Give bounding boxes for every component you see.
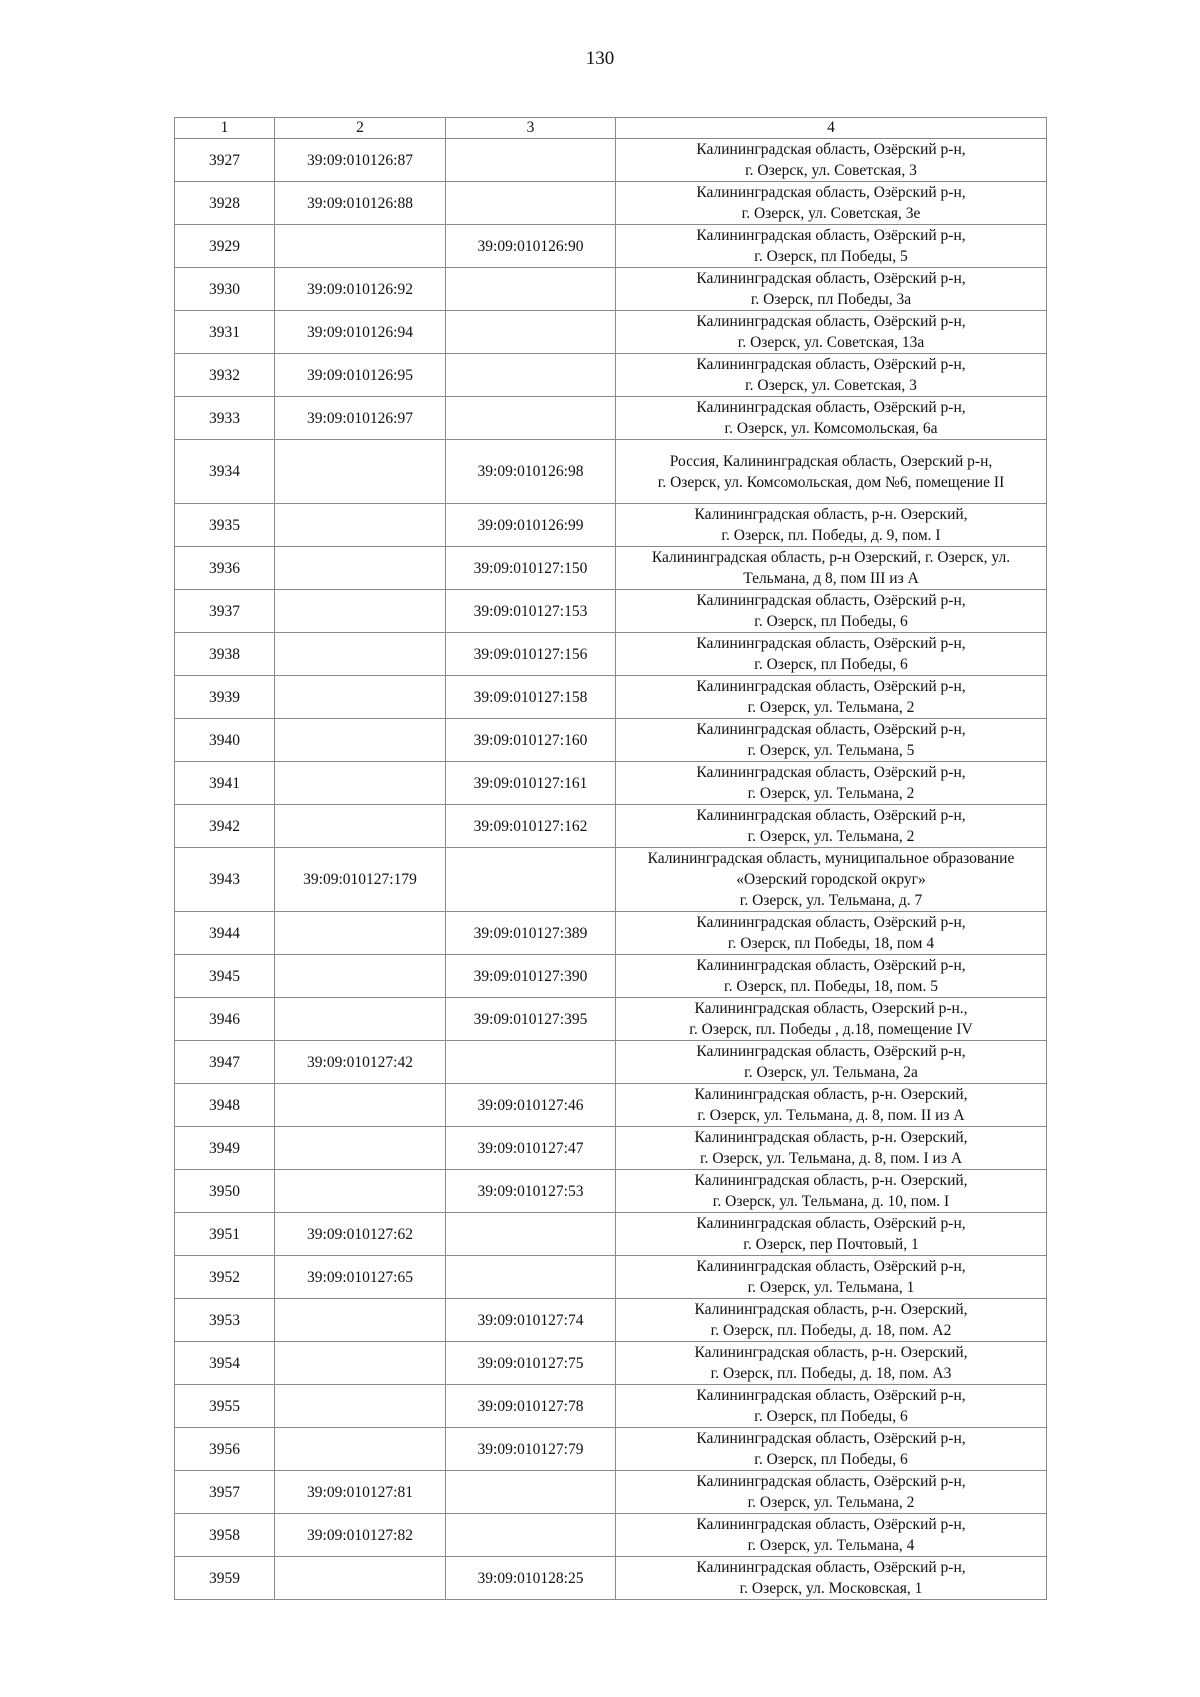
address-line: Тельмана, д 8, пом III из А [743, 570, 919, 587]
row-number: 3955 [175, 1385, 275, 1428]
address-cell [616, 1170, 1047, 1213]
cadastral-number-col2 [275, 998, 446, 1041]
cadastral-number-col3: 39:09:010127:158 [446, 676, 616, 719]
cadastral-number-col3: 39:09:010127:46 [446, 1084, 616, 1127]
table-row [175, 805, 1047, 848]
cadastral-number-col3: 39:09:010127:74 [446, 1299, 616, 1342]
address-cell [616, 268, 1047, 311]
cadastral-number-col3 [446, 139, 616, 182]
table-row [175, 719, 1047, 762]
address-line: г. Озерск, ул. Комсомольская, 6а [724, 420, 938, 437]
address-line: Калининградская область, Озёрский р-н, [696, 141, 966, 158]
table-body [175, 139, 1047, 1600]
address-line: Калининградская область, р-н. Озерский, [694, 1344, 968, 1361]
cadastral-number-col2: 39:09:010127:42 [275, 1041, 446, 1084]
row-number: 3947 [175, 1041, 275, 1084]
cadastral-number-col2 [275, 1428, 446, 1471]
address-cell [616, 805, 1047, 848]
address-cell [616, 354, 1047, 397]
address-line: г. Озерск, ул. Советская, 13а [737, 334, 925, 351]
cadastral-number-col2 [275, 1385, 446, 1428]
address-line: Калининградская область, Озёрский р-н, [696, 914, 966, 931]
cadastral-number-col3: 39:09:010128:25 [446, 1557, 616, 1600]
cadastral-number-col3: 39:09:010127:161 [446, 762, 616, 805]
cadastral-number-col3 [446, 268, 616, 311]
address-line: г. Озерск, ул. Тельмана, 2 [747, 785, 915, 802]
row-number: 3940 [175, 719, 275, 762]
cadastral-number-col3: 39:09:010126:99 [446, 504, 616, 547]
table-row [175, 1514, 1047, 1557]
table-row [175, 1557, 1047, 1600]
cadastral-number-col2 [275, 1127, 446, 1170]
row-number: 3943 [175, 848, 275, 912]
row-number: 3946 [175, 998, 275, 1041]
row-number: 3927 [175, 139, 275, 182]
cadastral-number-col2 [275, 1170, 446, 1213]
address-line: Калининградская область, Озёрский р-н, [696, 764, 966, 781]
address-line: Калининградская область, Озёрский р-н, [696, 592, 966, 609]
table-row [175, 998, 1047, 1041]
table-row [175, 139, 1047, 182]
table-row [175, 1127, 1047, 1170]
cadastral-number-col3: 39:09:010127:156 [446, 633, 616, 676]
address-cell [616, 397, 1047, 440]
cadastral-number-col2 [275, 719, 446, 762]
table-row [175, 1342, 1047, 1385]
table-row [175, 1170, 1047, 1213]
address-line: г. Озерск, ул. Советская, 3е [741, 205, 921, 222]
address-cell [616, 1385, 1047, 1428]
address-line: «Озерский городской округ» [736, 871, 926, 888]
address-line: г. Озерск, пл Победы, 3а [750, 291, 912, 308]
address-line: Калининградская область, Озёрский р-н, [696, 356, 966, 373]
table-row [175, 912, 1047, 955]
row-number: 3949 [175, 1127, 275, 1170]
address-line: Калининградская область, Озерский р-н., [694, 1000, 968, 1017]
address-line: г. Озерск, ул. Московская, 1 [739, 1580, 923, 1597]
row-number: 3951 [175, 1213, 275, 1256]
address-line: Калининградская область, Озёрский р-н, [696, 807, 966, 824]
cadastral-number-col3 [446, 1471, 616, 1514]
address-line: Калининградская область, Озёрский р-н, [696, 184, 966, 201]
address-line: г. Озерск, ул. Тельмана, 1 [747, 1279, 915, 1296]
row-number: 3953 [175, 1299, 275, 1342]
address-cell [616, 676, 1047, 719]
row-number: 3939 [175, 676, 275, 719]
cadastral-number-col2: 39:09:010126:95 [275, 354, 446, 397]
cadastral-number-col3: 39:09:010127:160 [446, 719, 616, 762]
address-cell [616, 1514, 1047, 1557]
cadastral-number-col2 [275, 676, 446, 719]
cadastral-number-col2: 39:09:010126:97 [275, 397, 446, 440]
row-number: 3942 [175, 805, 275, 848]
row-number: 3933 [175, 397, 275, 440]
address-line: Россия, Калининградская область, Озерский р-н, [669, 452, 993, 470]
address-line: Калининградская область, Озёрский р-н, [696, 313, 966, 330]
address-line: г. Озерск, ул. Тельмана, д. 7 [739, 892, 923, 909]
cadastral-number-col3: 39:09:010127:395 [446, 998, 616, 1041]
address-line: Калининградская область, р-н. Озерский, [694, 1129, 968, 1146]
address-cell [616, 762, 1047, 805]
address-cell [616, 225, 1047, 268]
address-line: г. Озерск, ул. Тельмана, д. 8, пом. II из А [697, 1107, 965, 1124]
cadastral-number-col2 [275, 504, 446, 547]
table-row [175, 1471, 1047, 1514]
table-row [175, 354, 1047, 397]
row-number: 3936 [175, 547, 275, 590]
cadastral-number-col2: 39:09:010126:94 [275, 311, 446, 354]
address-line: г. Озерск, ул. Тельмана, 2 [747, 699, 915, 716]
cadastral-number-col2 [275, 762, 446, 805]
address-line: Калининградская область, Озёрский р-н, [696, 1516, 966, 1533]
address-cell [616, 182, 1047, 225]
row-number: 3956 [175, 1428, 275, 1471]
table-row [175, 182, 1047, 225]
row-number: 3935 [175, 504, 275, 547]
address-cell [616, 139, 1047, 182]
address-line: Калининградская область, Озёрский р-н, [696, 1215, 966, 1232]
cadastral-number-col3: 39:09:010127:162 [446, 805, 616, 848]
address-line: Калининградская область, Озёрский р-н, [696, 1043, 966, 1060]
cadastral-number-col2 [275, 440, 446, 504]
row-number: 3938 [175, 633, 275, 676]
table-row [175, 1041, 1047, 1084]
table-row [175, 955, 1047, 998]
table-row [175, 440, 1047, 504]
address-cell [616, 719, 1047, 762]
address-cell [616, 547, 1047, 590]
cadastral-number-col3: 39:09:010127:79 [446, 1428, 616, 1471]
cadastral-number-col3: 39:09:010127:150 [446, 547, 616, 590]
address-line: Калининградская область, Озёрский р-н, [696, 1430, 966, 1447]
row-number: 3954 [175, 1342, 275, 1385]
address-line: Калининградская область, Озёрский р-н, [696, 721, 966, 738]
address-cell [616, 504, 1047, 547]
address-line: Калининградская область, Озёрский р-н, [696, 678, 966, 695]
cadastral-number-col3 [446, 1041, 616, 1084]
registry-table [174, 117, 1047, 1600]
address-line: г. Озерск, ул. Тельмана, 5 [747, 742, 915, 759]
address-line: г. Озерск, пл. Победы , д.18, помещение IV [689, 1021, 973, 1038]
page-number: 130 [585, 48, 615, 69]
column-header: 1 [175, 118, 275, 139]
cadastral-number-col2 [275, 1557, 446, 1600]
address-cell [616, 1127, 1047, 1170]
cadastral-number-col2: 39:09:010127:62 [275, 1213, 446, 1256]
address-line: Калининградская область, р-н. Озерский, [694, 1086, 968, 1103]
cadastral-number-col2 [275, 590, 446, 633]
address-line: г. Озерск, пл. Победы, д. 18, пом. А2 [710, 1322, 952, 1339]
table-row [175, 311, 1047, 354]
address-cell [616, 440, 1047, 504]
cadastral-number-col3: 39:09:010127:75 [446, 1342, 616, 1385]
row-number: 3958 [175, 1514, 275, 1557]
row-number: 3934 [175, 440, 275, 504]
table-row [175, 633, 1047, 676]
cadastral-number-col2 [275, 633, 446, 676]
address-line: г. Озерск, ул. Комсомольская, дом №6, помещение II [657, 473, 1005, 491]
table-row [175, 504, 1047, 547]
cadastral-number-col2 [275, 1084, 446, 1127]
cadastral-number-col2: 39:09:010127:179 [275, 848, 446, 912]
address-line: г. Озерск, пл Победы, 5 [754, 248, 908, 265]
address-line: Калининградская область, р-н Озерский, г. Озерск, ул. [651, 549, 1011, 566]
address-line: Калининградская область, р-н. Озерский, [694, 1172, 968, 1189]
address-line: Калининградская область, Озёрский р-н, [696, 399, 966, 416]
address-cell [616, 1428, 1047, 1471]
row-number: 3952 [175, 1256, 275, 1299]
address-line: Калининградская область, Озёрский р-н, [696, 635, 966, 652]
table-row [175, 590, 1047, 633]
row-number: 3944 [175, 912, 275, 955]
cadastral-number-col2: 39:09:010126:87 [275, 139, 446, 182]
row-number: 3948 [175, 1084, 275, 1127]
cadastral-number-col3 [446, 1256, 616, 1299]
address-line: Калининградская область, Озёрский р-н, [696, 1258, 966, 1275]
row-number: 3929 [175, 225, 275, 268]
cadastral-number-col3 [446, 848, 616, 912]
cadastral-number-col3: 39:09:010127:47 [446, 1127, 616, 1170]
cadastral-number-col3 [446, 1213, 616, 1256]
cadastral-number-col2: 39:09:010126:92 [275, 268, 446, 311]
address-cell [616, 1041, 1047, 1084]
cadastral-number-col2 [275, 1299, 446, 1342]
table-header-row [175, 118, 1047, 139]
address-cell [616, 1342, 1047, 1385]
cadastral-number-col3: 39:09:010127:153 [446, 590, 616, 633]
address-line: г. Озерск, ул. Тельмана, д. 8, пом. I из А [699, 1150, 963, 1167]
address-cell [616, 311, 1047, 354]
cadastral-number-col2 [275, 547, 446, 590]
table-row [175, 1428, 1047, 1471]
cadastral-number-col2 [275, 805, 446, 848]
address-line: Калининградская область, муниципальное образование [647, 850, 1015, 867]
row-number: 3950 [175, 1170, 275, 1213]
address-line: г. Озерск, ул. Советская, 3 [745, 162, 917, 179]
address-cell [616, 998, 1047, 1041]
address-line: г. Озерск, ул. Советская, 3 [745, 377, 917, 394]
table-row [175, 762, 1047, 805]
column-header: 2 [275, 118, 446, 139]
cadastral-number-col2: 39:09:010127:81 [275, 1471, 446, 1514]
cadastral-number-col3 [446, 354, 616, 397]
address-line: г. Озерск, пл Победы, 6 [754, 1408, 908, 1425]
cadastral-number-col3 [446, 397, 616, 440]
table-row [175, 676, 1047, 719]
cadastral-number-col2 [275, 225, 446, 268]
cadastral-number-col2 [275, 1342, 446, 1385]
table-row [175, 1213, 1047, 1256]
address-line: Калининградская область, Озёрский р-н, [696, 1473, 966, 1490]
cadastral-number-col2: 39:09:010127:82 [275, 1514, 446, 1557]
column-header: 4 [616, 118, 1047, 139]
address-line: Калининградская область, р-н. Озерский, [694, 1301, 968, 1318]
cadastral-number-col3: 39:09:010127:390 [446, 955, 616, 998]
cadastral-number-col2: 39:09:010127:65 [275, 1256, 446, 1299]
address-cell [616, 633, 1047, 676]
table-row [175, 268, 1047, 311]
table-row [175, 848, 1047, 912]
row-number: 3930 [175, 268, 275, 311]
address-line: г. Озерск, пл Победы, 6 [754, 656, 908, 673]
address-line: г. Озерск, пл Победы, 6 [754, 1451, 908, 1468]
address-line: Калининградская область, р-н. Озерский, [694, 506, 968, 523]
address-cell [616, 848, 1047, 912]
table-row [175, 225, 1047, 268]
row-number: 3931 [175, 311, 275, 354]
address-cell [616, 955, 1047, 998]
row-number: 3932 [175, 354, 275, 397]
table-row [175, 547, 1047, 590]
address-line: г. Озерск, пл. Победы, д. 18, пом. А3 [710, 1365, 952, 1382]
table-row [175, 1385, 1047, 1428]
address-cell [616, 590, 1047, 633]
address-cell [616, 1213, 1047, 1256]
cadastral-number-col2: 39:09:010126:88 [275, 182, 446, 225]
table-row [175, 397, 1047, 440]
address-line: Калининградская область, Озёрский р-н, [696, 957, 966, 974]
cadastral-number-col3: 39:09:010126:98 [446, 440, 616, 504]
address-line: г. Озерск, ул. Тельмана, 2 [747, 828, 915, 845]
cadastral-number-col2 [275, 912, 446, 955]
cadastral-number-col3: 39:09:010127:389 [446, 912, 616, 955]
address-line: Калининградская область, Озёрский р-н, [696, 1387, 966, 1404]
cadastral-number-col3 [446, 182, 616, 225]
address-line: Калининградская область, Озёрский р-н, [696, 227, 966, 244]
table-row [175, 1256, 1047, 1299]
row-number: 3941 [175, 762, 275, 805]
address-line: Калининградская область, Озёрский р-н, [696, 270, 966, 287]
cadastral-number-col3: 39:09:010126:90 [446, 225, 616, 268]
address-cell [616, 912, 1047, 955]
row-number: 3959 [175, 1557, 275, 1600]
address-cell [616, 1256, 1047, 1299]
address-line: г. Озерск, пл. Победы, 18, пом. 5 [724, 978, 938, 995]
address-cell [616, 1084, 1047, 1127]
cadastral-number-col3: 39:09:010127:78 [446, 1385, 616, 1428]
row-number: 3937 [175, 590, 275, 633]
address-line: г. Озерск, пер Почтовый, 1 [743, 1236, 919, 1253]
column-header: 3 [446, 118, 616, 139]
cadastral-number-col3 [446, 311, 616, 354]
address-cell [616, 1471, 1047, 1514]
address-line: г. Озерск, ул. Тельмана, д. 10, пом. I [712, 1193, 950, 1210]
address-line: Калининградская область, Озёрский р-н, [696, 1559, 966, 1576]
address-cell [616, 1557, 1047, 1600]
address-line: г. Озерск, пл Победы, 6 [754, 613, 908, 630]
cadastral-number-col3 [446, 1514, 616, 1557]
table-row [175, 1084, 1047, 1127]
address-line: г. Озерск, пл Победы, 18, пом 4 [727, 935, 935, 952]
row-number: 3945 [175, 955, 275, 998]
table-row [175, 1299, 1047, 1342]
cadastral-number-col2 [275, 955, 446, 998]
address-line: г. Озерск, ул. Тельмана, 2а [744, 1064, 918, 1081]
address-line: г. Озерск, ул. Тельмана, 4 [747, 1537, 915, 1554]
address-line: г. Озерск, ул. Тельмана, 2 [747, 1494, 915, 1511]
address-cell [616, 1299, 1047, 1342]
row-number: 3957 [175, 1471, 275, 1514]
cadastral-number-col3: 39:09:010127:53 [446, 1170, 616, 1213]
row-number: 3928 [175, 182, 275, 225]
address-line: г. Озерск, пл. Победы, д. 9, пом. I [721, 527, 941, 544]
